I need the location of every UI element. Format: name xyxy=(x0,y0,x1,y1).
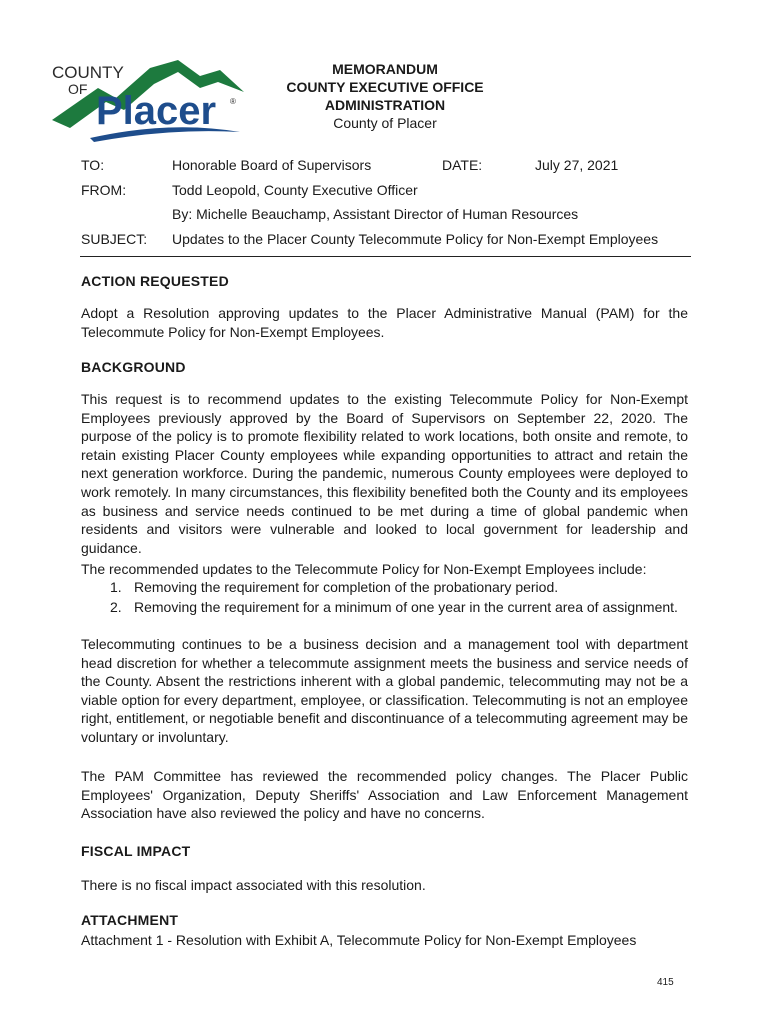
list-item-text: Removing the requirement for a minimum of one year in the current area of assignment. xyxy=(134,598,678,615)
date-label: DATE: xyxy=(442,157,483,173)
to-value: Honorable Board of Supervisors xyxy=(172,157,372,173)
subject-value: Updates to the Placer County Telecommute Policy for Non-Exempt Employees xyxy=(172,231,659,247)
background-paragraph-4: The PAM Committee has reviewed the recommended policy changes. The Placer Public Employees' Organization, Deputy Sheriffs' Association and Law Enforcement Management Association have also reviewed the policy and have no concerns. xyxy=(81,768,688,822)
memo-header xyxy=(250,60,520,132)
attachment-text: Attachment 1 - Resolution with Exhibit A, Telecommute Policy for Non-Exempt Employees xyxy=(81,932,637,948)
by-value: By: Michelle Beauchamp, Assistant Director of Human Resources xyxy=(172,206,579,222)
from-value: Todd Leopold, County Executive Officer xyxy=(172,182,418,198)
list-item xyxy=(110,578,690,598)
action-requested-heading: ACTION REQUESTED xyxy=(81,273,229,289)
county-of-placer-logo xyxy=(50,58,245,142)
background-heading: BACKGROUND xyxy=(81,359,186,375)
logo-county-text: COUNTY xyxy=(52,63,124,82)
action-requested-text: Adopt a Resolution approving updates to the Placer Administrative Manual (PAM) for the Telecommute Policy for Non-Exempt Employees. xyxy=(81,305,688,340)
list-item-number: 2. xyxy=(110,598,122,615)
fiscal-impact-text: There is no fiscal impact associated with this resolution. xyxy=(81,877,426,893)
date-value: July 27, 2021 xyxy=(535,157,619,173)
background-paragraph-1: This request is to recommend updates to the existing Telecommute Policy for Non-Exempt Employees previously approved by the Board of Supervisors on September 22, 2020. The purpose of the policy is to promote flexibility related to work locations, both onsite and remote, to retain existing Placer County employees while expanding opportunities to attract and retain the next generation workforce. During the pandemic, numerous County employees were deployed to work remotely. In many circumstances, this flexibility benefited both the County and its employees as business and service needs continued to be met during a time of global pandemic when residents and visitors were vulnerable and looked to local government for leadership and guidance. xyxy=(81,391,688,556)
list-item-number: 1. xyxy=(110,579,122,595)
logo-placer-text: Placer xyxy=(96,89,217,133)
recommended-updates-list xyxy=(110,578,690,617)
page-number: 415 xyxy=(657,977,674,988)
list-item-text: Removing the requirement for completion of the probationary period. xyxy=(134,579,559,595)
office-name: COUNTY EXECUTIVE OFFICE xyxy=(286,79,484,95)
county-name: County of Placer xyxy=(333,115,437,131)
fiscal-impact-heading: FISCAL IMPACT xyxy=(81,843,191,859)
memo-title: MEMORANDUM xyxy=(332,61,438,77)
from-label: FROM: xyxy=(81,182,127,198)
office-division: ADMINISTRATION xyxy=(324,97,446,113)
logo-registered-mark: ® xyxy=(230,97,236,106)
list-item xyxy=(110,598,690,618)
header-divider xyxy=(80,256,691,257)
background-paragraph-2-intro: The recommended updates to the Telecommute Policy for Non-Exempt Employees include: xyxy=(81,561,647,577)
to-label: TO: xyxy=(81,157,105,173)
background-paragraph-3: Telecommuting continues to be a business decision and a management tool with department head discretion for whether a telecommute assignment meets the business and service needs of the County. Absent the restrictions inherent with a global pandemic, telecommuting may not be a viable option for every department, employee, or classification. Telecommuting is not an employee right, entitlement, or negotiable benefit and discontinuance of a telecommuting agreement may be voluntary or involuntary. xyxy=(81,636,688,745)
logo-of-text: OF xyxy=(68,81,88,97)
attachment-heading: ATTACHMENT xyxy=(81,912,179,928)
subject-label: SUBJECT: xyxy=(81,231,148,247)
